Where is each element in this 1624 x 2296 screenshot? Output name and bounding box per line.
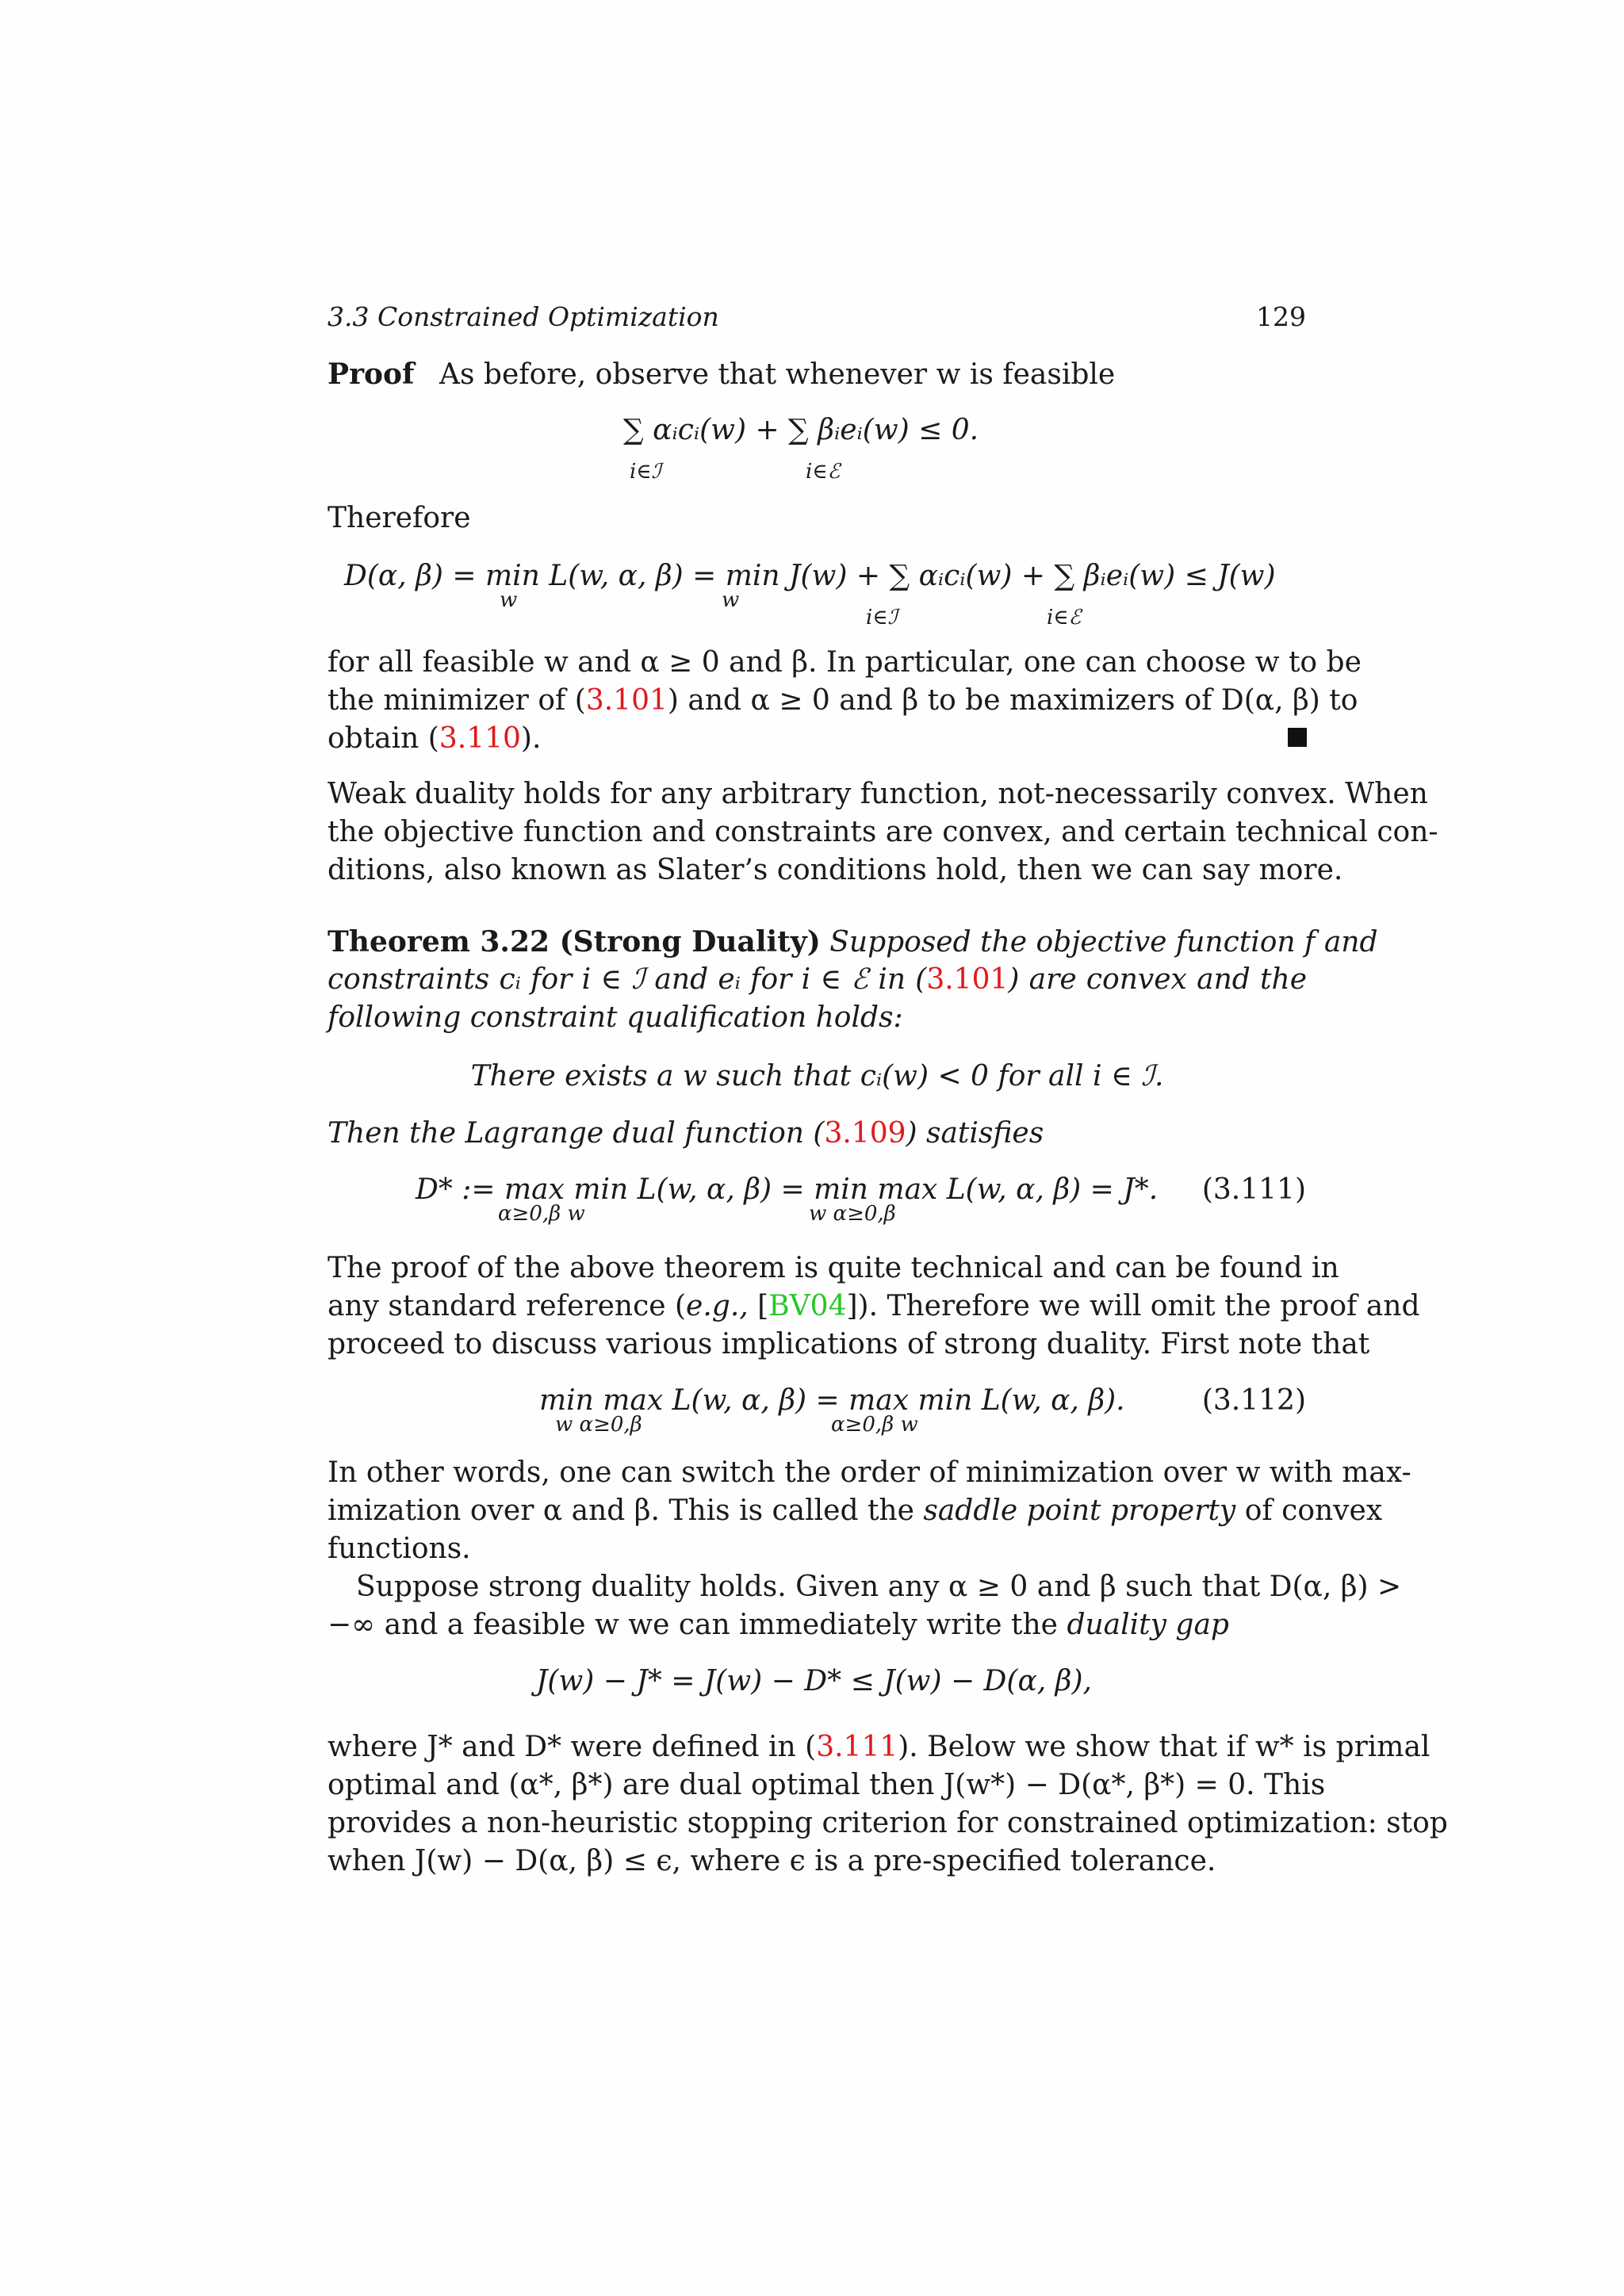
para4-line-3: provides a non-heuristic stopping criterion for constrained optimization: stop xyxy=(327,1807,1448,1839)
proof-intro-line xyxy=(327,355,1307,394)
theorem-label: Theorem 3.22 (Strong Duality) xyxy=(327,925,821,959)
para1-line-3: proceed to discuss various implications of strong duality. First note that xyxy=(327,1328,1370,1360)
para4-line-4: when J(w) − D(α, β) ≤ ϵ, where ϵ is a pre-specified tolerance. xyxy=(327,1845,1216,1877)
para3-line-1: Suppose strong duality holds. Given any α ≥ 0 and β such that D(α, β) > xyxy=(356,1571,1402,1603)
para1-line-2: any standard reference (e.g., [BV04]). Therefore we will omit the proof and xyxy=(327,1290,1420,1322)
equation-ref-3-110[interactable]: 3.110 xyxy=(439,722,521,755)
theorem-line-1: Theorem 3.22 (Strong Duality) Supposed the objective function f and xyxy=(327,925,1378,959)
constraint-qualification: There exists a w such that cᵢ(w) < 0 for all i ∈ ℐ. xyxy=(470,1060,1164,1093)
weak-duality-line-1: Weak duality holds for any arbitrary function, not-necessarily convex. When xyxy=(327,778,1428,810)
proof-text-line-1: for all feasible w and α ≥ 0 and β. In particular, one can choose w to be xyxy=(327,646,1362,679)
proof-equation-1: ∑ αᵢcᵢ(w) + ∑ βᵢeᵢ(w) ≤ 0. xyxy=(623,414,979,446)
para2-line-1: In other words, one can switch the order of minimization over w with max- xyxy=(327,1456,1411,1489)
duality-gap-equation: J(w) − J* = J(w) − D* ≤ J(w) − D(α, β), xyxy=(536,1665,1092,1697)
theorem-line-2: constraints cᵢ for i ∈ ℐ and eᵢ for i ∈ ℰ in (3.101) are convex and the xyxy=(327,963,1307,996)
eq2-subscript-i1: i∈ℐ xyxy=(866,606,898,629)
page-number: 129 xyxy=(1256,301,1306,332)
eq2-subscript-w1: w xyxy=(500,588,518,612)
proof-text-line-3: obtain (3.110). xyxy=(327,722,542,755)
eq1-subscript-e: i∈ℰ xyxy=(806,460,841,484)
equation-ref-3-111[interactable]: 3.111 xyxy=(816,1731,898,1763)
qed-square-icon xyxy=(1288,728,1307,747)
saddle-subscript-b: α≥0,β w xyxy=(831,1413,918,1437)
para1-line-1: The proof of the above theorem is quite technical and can be found in xyxy=(327,1252,1339,1284)
citation-bv04[interactable]: BV04 xyxy=(768,1290,847,1322)
proof-intro-text: As before, observe that whenever w is feasible xyxy=(439,358,1116,391)
eq1-subscript-i: i∈ℐ xyxy=(630,460,661,484)
para4-line-2: optimal and (α*, β*) are dual optimal then J(w*) − D(α*, β*) = 0. This xyxy=(327,1769,1326,1801)
strong-duality-subscript-a: α≥0,β w xyxy=(498,1202,585,1226)
equation-ref-3-109[interactable]: 3.109 xyxy=(824,1117,906,1150)
eq2-subscript-w2: w xyxy=(722,588,740,612)
eq2-subscript-i2: i∈ℰ xyxy=(1047,606,1082,629)
para4-line-1: where J* and D* were defined in (3.111). Below we show that if w* is primal xyxy=(327,1731,1431,1763)
saddle-subscript-a: w α≥0,β xyxy=(555,1413,642,1437)
therefore-text: Therefore xyxy=(327,502,471,534)
strong-duality-subscript-b: w α≥0,β xyxy=(809,1202,896,1226)
equation-ref-3-101[interactable]: 3.101 xyxy=(585,684,668,717)
para2-line-2: imization over α and β. This is called the saddle point property of convex xyxy=(327,1494,1383,1527)
proof-label: Proof xyxy=(327,358,415,391)
weak-duality-line-3: ditions, also known as Slater’s conditions hold, then we can say more. xyxy=(327,854,1343,886)
equation-ref-3-101[interactable]: 3.101 xyxy=(926,963,1009,996)
proof-text-line-2: the minimizer of (3.101) and α ≥ 0 and β to be maximizers of D(α, β) to xyxy=(327,684,1358,717)
strong-duality-equation: D* := max min L(w, α, β) = min max L(w, α, β) = J*. xyxy=(416,1173,1159,1206)
proof-equation-2: D(α, β) = min L(w, α, β) = min J(w) + ∑ αᵢcᵢ(w) + ∑ βᵢeᵢ(w) ≤ J(w) xyxy=(344,560,1276,592)
equation-number-3-111: (3.111) xyxy=(1201,1173,1306,1206)
weak-duality-line-2: the objective function and constraints are convex, and certain technical con- xyxy=(327,816,1438,848)
running-header-section: 3.3 Constrained Optimization xyxy=(327,301,719,332)
saddle-equation: min max L(w, α, β) = max min L(w, α, β). xyxy=(539,1384,1125,1417)
theorem-line-3: following constraint qualification holds: xyxy=(327,1001,903,1034)
theorem-then-line: Then the Lagrange dual function (3.109) satisfies xyxy=(327,1117,1044,1150)
para3-line-2: −∞ and a feasible w we can immediately write the duality gap xyxy=(327,1609,1229,1641)
equation-number-3-112: (3.112) xyxy=(1201,1384,1306,1417)
para2-line-3: functions. xyxy=(327,1533,471,1565)
